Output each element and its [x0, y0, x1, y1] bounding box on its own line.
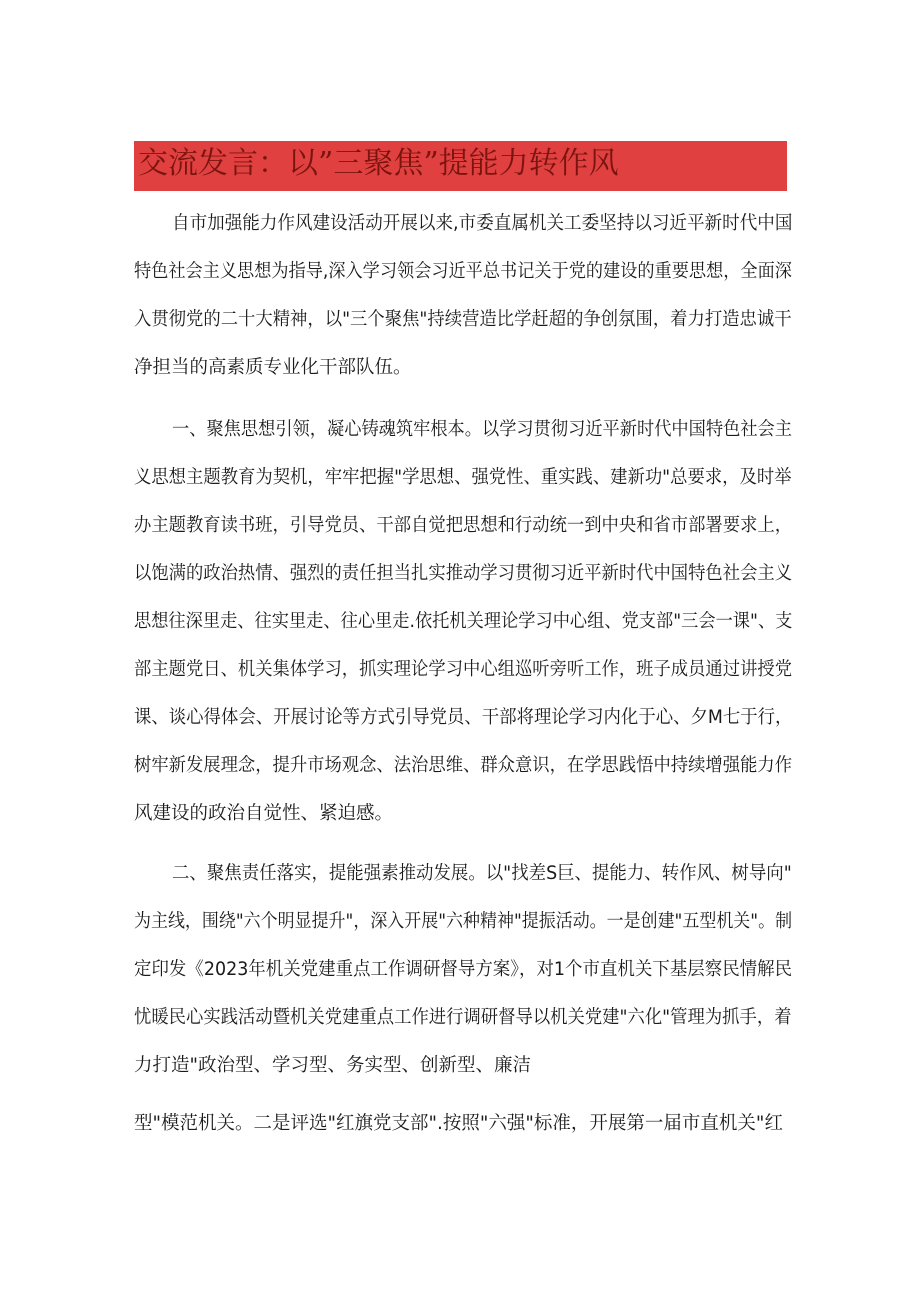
paragraph-2-line-2: 义思想主题教育为契机，牢牢把握"学思想、强党性、重实践、建新功"总要求，及时举 — [134, 467, 792, 488]
paragraph-1-line-3: 入贯彻党的二十大精神，以"三个聚焦"持续营造比学赶超的争创氛围，着力打造忠诚干 — [134, 309, 792, 330]
paragraph-2-line-7: 课、谈心得体会、开展讨论等方式引导党员、干部将理论学习内化于心、夕M七于行， — [134, 707, 793, 728]
paragraph-2-line-1: 一、聚焦思想引领，凝心铸魂筑牢根本。以学习贯彻习近平新时代中国特色社会主 — [172, 419, 792, 440]
paragraph-3-line-4: 忧暖民心实践活动暨机关党建重点工作进行调研督导以机关党建"六化"管理为抓手，着 — [134, 1007, 792, 1028]
paragraph-3-line-1: 二、聚焦责任落实，提能强素推动发展。以"找差S巨、提能力、转作风、树导向" — [172, 863, 792, 884]
paragraph-2-line-4: 以饱满的政治热情、强烈的责任担当扎实推动学习贯彻习近平新时代中国特色社会主义 — [134, 563, 793, 584]
paragraph-2-line-6: 部主题党日、机关集体学习，抓实理论学习中心组巡听旁听工作，班子成员通过讲授党 — [134, 659, 793, 680]
paragraph-4-line-1: 型"模范机关。二是评选"红旗党支部".按照"六强"标准，开展第一届市直机关"红 — [134, 1113, 783, 1134]
title-banner — [134, 141, 787, 191]
page-title: 交流发言：以”三聚焦”提能力转作风 — [138, 146, 619, 181]
paragraph-2-line-8: 树牢新发展理念，提升市场观念、法治思维、群众意识，在学思践悟中持续增强能力作 — [134, 755, 793, 776]
paragraph-1-line-1: 自市加强能力作风建设活动开展以来,市委直属机关工委坚持以习近平新时代中国 — [172, 213, 793, 234]
paragraph-3-line-2: 为主线，围绕"六个明显提升"，深入开展"六种精神"提振活动。一是创建"五型机关"。制 — [134, 911, 793, 932]
paragraph-2-line-5: 思想往深里走、往实里走、往心里走.依托机关理论学习中心组、党支部"三会一课"、支 — [134, 611, 793, 632]
paragraph-3-line-3: 定印发《2023年机关党建重点工作调研督导方案》，对1个市直机关下基层察民情解民 — [134, 959, 793, 980]
paragraph-3-line-5: 力打造"政治型、学习型、务实型、创新型、廉洁 — [134, 1055, 532, 1076]
paragraph-1-line-2: 特色社会主义思想为指导,深入学习领会习近平总书记关于党的建设的重要思想，全面深 — [134, 261, 792, 282]
paragraph-2-line-9: 风建设的政治自觉性、紧迫感。 — [134, 803, 394, 824]
paragraph-2-line-3: 办主题教育读书班，引导党员、干部自觉把思想和行动统一到中央和省市部署要求上， — [134, 515, 793, 536]
paragraph-1-line-4: 净担当的高素质专业化干部队伍。 — [134, 357, 412, 378]
